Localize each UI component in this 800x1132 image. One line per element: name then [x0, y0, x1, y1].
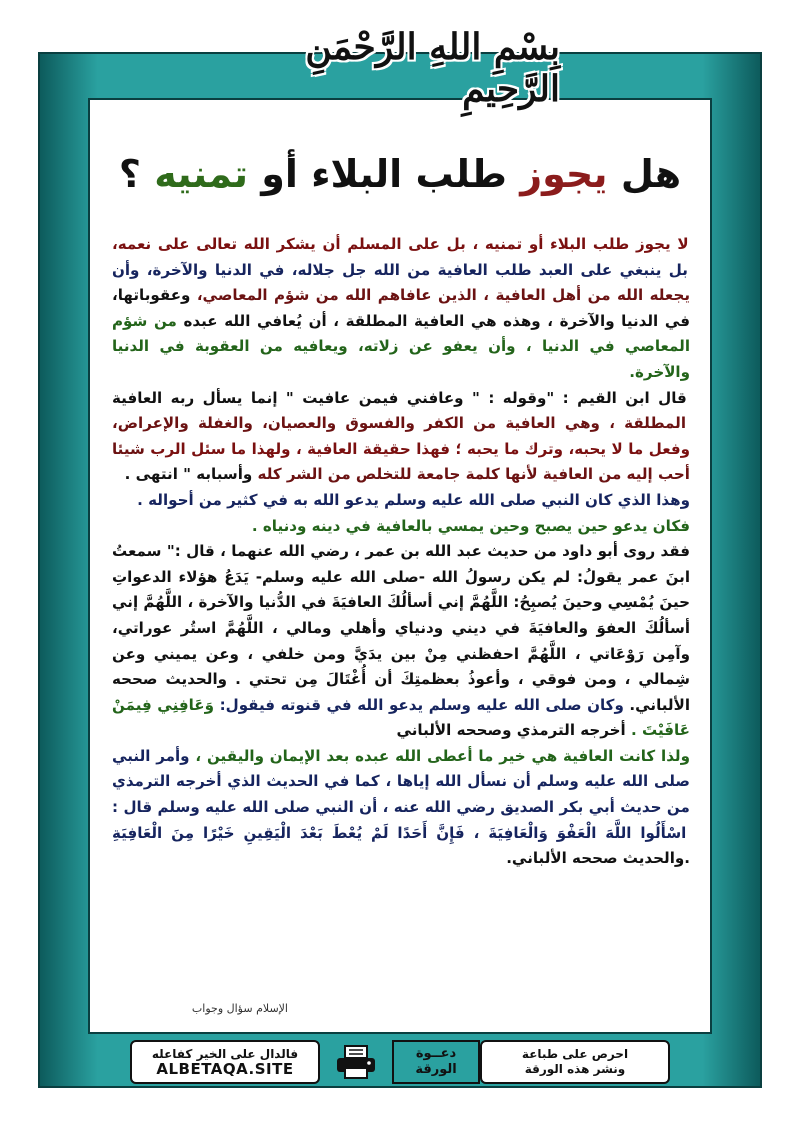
paragraph-6 — [112, 744, 690, 872]
print-reminder-line-2: ونشر هذه الورقة — [524, 1062, 626, 1076]
hadith-text: اسْأَلُوا اللَّهَ الْعَفْوَ وَالْعَافِيَةَ ، فَإِنَّ أَحَدًا لَمْ يُعْطَ بَعْدَ الْيَقِينِ خَيْرًا مِنَ الْعَافِيَةِ — [112, 823, 687, 842]
title-word-aw: أو — [261, 152, 298, 196]
paragraph-5 — [112, 539, 690, 744]
page-title — [110, 152, 690, 212]
basmala-calligraphy: بِسْمِ اللهِ الرَّحْمَنِ الرَّحِيمِ — [305, 26, 560, 110]
text-segment: فقد روى أبو داود من حديث عبد الله بن عمر ، رضي الله عنهما ، قال :" — [161, 542, 690, 561]
text-segment: يجعله الله من أهل العافية ، الذين عافاهم الله من شؤم المعاصي، — [190, 286, 690, 305]
text-segment: وعقوباتها، في الدنيا والآخرة ، وهذه هي العافية المطلقة ، أن يُعافي الله عبده — [112, 286, 690, 330]
title-question-mark: ؟ — [118, 152, 141, 196]
text-segment: أخرجه الترمذي وصححه الألباني — [396, 721, 626, 740]
hadith-text: سمعتُ ابنَ عمر يقولُ: لم يكن رسولُ الله -صلى الله عليه وسلم- يَدَعُ هؤلاء الدعواتِ حينَ يُمْسِي وحينَ يُصبِحُ: اللَّهُمَّ إني أسألُكَ العافيَةَ في الدُّنيا والآخرة ، اللَّهُمَّ إني أسألُكَ العفوَ والعافيَةَ في ديني ودنياي وأهلي ومالي ، اللَّهُمَّ استُر عوراتي، وآمِن رَوْعَاتي ، اللَّهُمَّ احفظني مِنْ بين يدَيَّ ومن خلفي ، وعن يميني وعن شِمالي ، ومن فوقي ، وأعوذُ بعظمتِكَ أن أُغْتَالَ مِن تحتي . — [112, 542, 690, 689]
paragraph-3 — [112, 488, 690, 514]
title-word-hal: هل — [620, 152, 682, 196]
website-box — [130, 1040, 320, 1084]
text-segment: .والحديث صححه الألباني. — [506, 849, 690, 868]
logo-line-1: دعــوة — [415, 1046, 457, 1061]
text-segment: وفعل ما لا يحبه، وترك ما يحبه ؛ فهذا حقيقة العافية ، ولهذا ما سئل الرب — [144, 439, 690, 458]
text-segment: قال ابن القيم : "وقوله : " وعافني فيمن عافيت " إنما يسأل ربه العافية — [112, 388, 687, 407]
text-segment: وهذا الذي كان النبي صلى الله عليه وسلم يدعو الله به في كثير من أحواله . — [137, 490, 690, 509]
dawat-alwaraqa-logo — [392, 1040, 480, 1084]
article-body — [112, 232, 690, 1024]
text-segment: فكان يدعو حين يصبح وحين يمسي بالعافية في دينه ودنياه . — [251, 516, 690, 535]
text-segment: وأمر النبي صلى الله عليه وسلم أن نسأل الله إياها ، كما في الحديث الذي أخرجه الترمذي من حديث أبي بكر الصديق رضي الله عنه ، أن النبي صلى الله عليه وسلم قال : — [112, 746, 690, 817]
text-segment: ولذا كانت العافية هي خير ما أعطى الله عبده بعد الإيمان واليقين ، — [189, 746, 690, 765]
logo-line-2: الورقة — [415, 1062, 457, 1077]
website-url[interactable]: ALBETAQA.SITE — [156, 1060, 294, 1078]
text-segment: من شؤم المعاصي في الدنيا ، وأن يعفو عن زلاته، ويعافيه من العقوبة في الدنيا والآخرة. — [112, 311, 690, 381]
text-segment: وكان صلى الله عليه وسلم يدعو الله في قنوته فيقول: — [214, 695, 624, 714]
paragraph-2 — [112, 386, 690, 488]
text-segment: والحديث صححه الألباني. — [112, 670, 690, 714]
text-segment: شيئا أحب إليه من العافية لأنها كلمة جامعة للتخلص من الشر كله — [112, 439, 690, 484]
title-word-talab: طلب البلاء — [311, 152, 507, 196]
title-word-yajuz: يجوز — [520, 152, 608, 196]
print-reminder-box — [480, 1040, 670, 1084]
text-segment: المطلقة ، وهي العافية من الكفر والفسوق والعصيان، والغفلة والإعراض، — [112, 414, 687, 433]
title-word-tamanih: تمنيه — [154, 152, 248, 196]
paragraph-1 — [112, 232, 690, 386]
text-segment: وأسبابه " انتهى . — [124, 465, 253, 484]
footer-bar — [130, 1040, 670, 1084]
text-segment: لا يجوز طلب البلاء أو تمنيه ، بل على المسلم أن يشكر الله تعالى على نعمه، — [112, 235, 689, 253]
text-segment: بل ينبغي على العبد طلب العافية من الله جل جلاله، في الدنيا والآخرة، وأن — [112, 260, 688, 279]
website-slogan: فالدال على الخير كفاعله — [151, 1047, 299, 1061]
source-credit: الإسلام سؤال وجواب — [191, 1002, 288, 1015]
printer-icon — [334, 1044, 378, 1080]
hadith-text: وَعَافِنِي فِيمَنْ عَافَيْتَ . — [112, 695, 690, 740]
paragraph-4 — [112, 514, 690, 540]
print-reminder-line-1: احرص على طباعة — [521, 1047, 629, 1061]
